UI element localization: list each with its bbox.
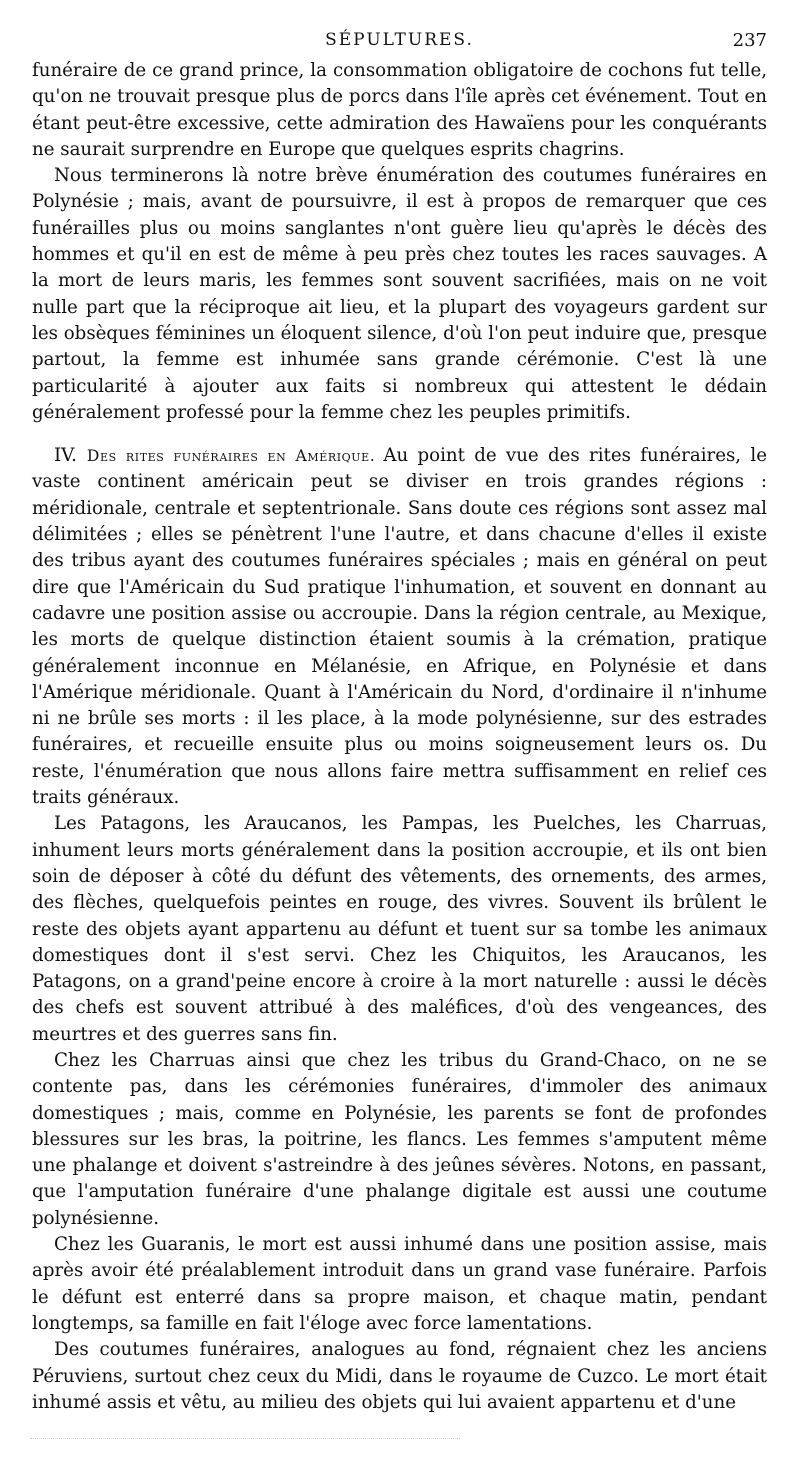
section-heading: Des rites funéraires en Amérique. [86,447,376,466]
paragraph-continued: funéraire de ce grand prince, la consommation obligatoire de cochons fut telle, qu'on ne trouvait presque plus de porcs dans l'île après cet événement. Tout en étant peut-être excessive, cette admiration des Hawaïens pour les conquérants ne saurait surprendre en Europe que quelques esprits chagrins. [32,60,767,160]
paragraph: Des coutumes funéraires, analogues au fond, régnaient chez les anciens Péruviens, surtout chez ceux du Midi, dans le royaume de Cuzco. Le mort était inhumé assis et vêtu, au milieu des objets qui lui avaient appartenu et d'une [32,1339,767,1413]
running-head [32,22,767,58]
section-text: Au point de vue des rites funéraires, le vaste continent américain peut se diviser en trois grandes régions : méridionale, centrale et septentrionale. Sans doute ces régions sont assez mal délimitées ; elles se pénètrent l'une l'autre, et dans chacune d'elles il existe des tribus ayant des coutumes funéraires spéciales ; mais en général on peut dire que l'Américain du Sud pratique l'inhumation, et souvent en donnant au cadavre une position assise ou accroupie. Dans la région centrale, au Mexique, les morts de quelque distinction étaient soumis à la crémation, pratique généralement inconnue en Mélanésie, en Afrique, en Polynésie et dans l'Amérique méridionale. Quant à l'Américain du Nord, d'ordinaire il n'inhume ni ne brûle ses morts : il les place, à la mode polynésienne, sur des estrades funéraires, et recueille ensuite plus ou moins soigneusement leurs os. Du reste, l'énumération que nous allons faire mettra suffisamment en relief ces traits généraux. [32,445,767,809]
paragraph: Chez les Guaranis, le mort est aussi inhumé dans une position assise, mais après avoir été préalablement introduit dans un grand vase funéraire. Parfois le défunt est enterré dans sa propre maison, et chaque matin, pendant longtemps, sa famille en fait l'éloge avec force lamentations. [32,1234,767,1334]
footer-rule [30,1438,460,1439]
running-title: SÉPULTURES. [325,30,474,50]
page-number: 237 [732,30,767,51]
paragraph: Nous terminerons là notre brève énumération des coutumes funéraires en Polynésie ; mais, avant de poursuivre, il est à propos de remarquer que ces funérailles plus ou moins sanglantes n'ont guère lieu qu'après le décès des hommes et qu'il en est de même à peu près chez toutes les races sauvages. A la mort de leurs maris, les femmes sont souvent sacrifiées, mais on ne voit nulle part que la réciproque ait lieu, et la plupart des voyageurs gardent sur les obsèques féminines un éloquent silence, d'où l'on peut induire que, presque partout, la femme est inhumée sans grande cérémonie. C'est là une particularité à ajouter aux faits si nombreux qui attestent le dédain généralement professé pour la femme chez les peuples primitifs. [32,165,767,423]
section-paragraph [32,443,767,811]
book-page [32,22,767,1416]
paragraph: Chez les Charruas ainsi que chez les tribus du Grand-Chaco, on ne se contente pas, dans les cérémonies funéraires, d'immoler des animaux domestiques ; mais, comme en Polynésie, les parents se font de profondes blessures sur les bras, la poitrine, les flancs. Les femmes s'amputent même une phalange et doivent s'astreindre à des jeûnes sévères. Notons, en passant, que l'amputation funéraire d'une phalange digitale est aussi une coutume polynésienne. [32,1049,767,1229]
paragraph: Les Patagons, les Araucanos, les Pampas, les Puelches, les Charruas, inhument leurs morts généralement dans la position accroupie, et ils ont bien soin de déposer à côté du défunt des vêtements, des ornements, des armes, des flèches, quelquefois peintes en rouge, des vivres. Souvent ils brûlent le reste des objets ayant appartenu au défunt et tuent sur sa tombe les animaux domestiques dont il s'est servi. Chez les Chiquitos, les Araucanos, les Patagons, on a grand'peine encore à croire à la mort naturelle : aussi le décès des chefs est souvent attribué à des maléfices, d'où des vengeances, des meurtres et des guerres sans fin. [32,813,767,1045]
body-text [32,58,767,1416]
section-number: IV. [54,445,77,467]
